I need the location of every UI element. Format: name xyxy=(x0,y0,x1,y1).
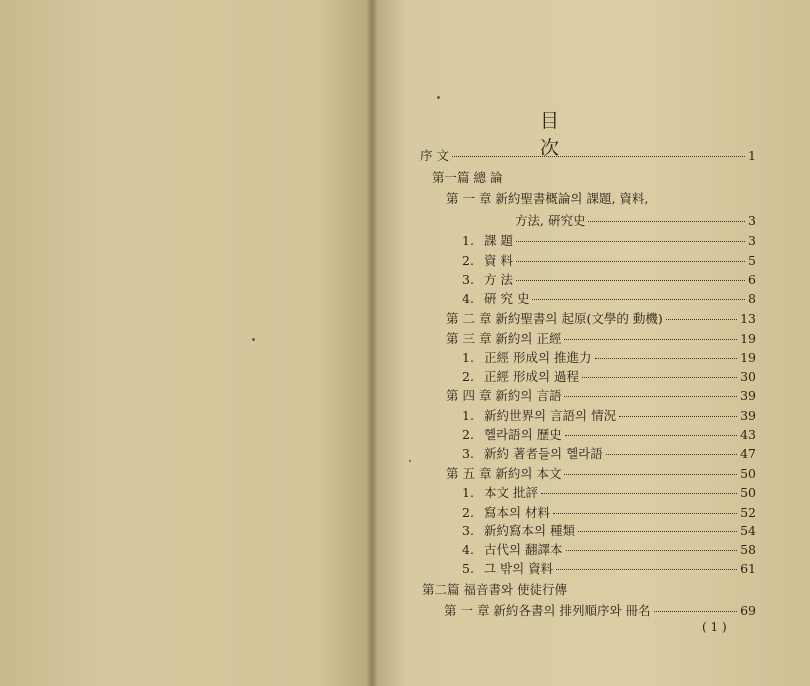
toc-entry-number: 2. xyxy=(462,369,474,384)
toc-entry xyxy=(422,580,756,598)
toc-entry-page: 3 xyxy=(748,233,756,248)
left-page xyxy=(0,0,372,686)
toc-entry-number: 2. xyxy=(462,427,474,442)
toc-entry xyxy=(462,540,756,558)
toc-entry xyxy=(446,386,756,404)
toc-entry xyxy=(446,189,756,207)
toc-leader-dots xyxy=(588,220,745,222)
toc-leader-dots xyxy=(606,453,737,455)
toc-entry-page: 58 xyxy=(740,542,756,557)
toc-entry-label: 헬라語의 歷史 xyxy=(484,427,562,442)
toc-entry xyxy=(462,251,756,269)
toc-entry-label: 第 四 章 新約의 言語 xyxy=(446,388,562,403)
toc-entry-number: 2. xyxy=(462,505,474,520)
book-gutter xyxy=(366,0,378,686)
toc-entry xyxy=(462,503,756,521)
toc-leader-dots xyxy=(566,549,738,551)
toc-leader-dots xyxy=(553,512,737,514)
toc-entry xyxy=(462,425,756,443)
toc-entry xyxy=(462,444,756,462)
toc-leader-dots xyxy=(564,338,737,340)
toc-entry-label: 第一篇 總 論 xyxy=(432,170,503,185)
toc-entry-number: 2. xyxy=(462,253,474,268)
toc-entry-page: 39 xyxy=(740,408,756,423)
toc-entry-label: 第 二 章 新約聖書의 起原(文學的 動機) xyxy=(446,311,663,326)
toc-leader-dots xyxy=(516,279,745,281)
toc-leader-dots xyxy=(516,240,745,242)
toc-entry xyxy=(515,211,756,229)
toc-entry-number: 4. xyxy=(462,291,474,306)
toc-entry xyxy=(462,270,756,288)
toc-entry-label: 本文 批評 xyxy=(484,485,538,500)
toc-entry-label: 新約寫本의 種類 xyxy=(484,523,576,538)
toc-entry-page: 69 xyxy=(740,603,756,618)
toc-entry-number: 5. xyxy=(462,561,474,576)
paper-speck xyxy=(437,96,440,99)
toc-entry-page: 47 xyxy=(740,446,756,461)
toc-entry-label: 方 法 xyxy=(484,272,513,287)
toc-entry-page: 1 xyxy=(748,148,756,163)
toc-entry xyxy=(462,521,756,539)
toc-entry-page: 43 xyxy=(740,427,756,442)
toc-entry-label: 第 一 章 新約各書의 排列順序와 冊名 xyxy=(444,603,651,618)
toc-entry-label: 序 文 xyxy=(420,148,449,163)
toc-entry-label: 正經 形成의 過程 xyxy=(484,369,580,384)
toc-entry-label: 第 一 章 新約聖書概論의 課題, 資料, xyxy=(446,191,649,206)
toc-entry-number: 1. xyxy=(462,408,474,423)
toc-entry xyxy=(432,168,756,186)
toc-leader-dots xyxy=(654,610,738,612)
toc-entry-page: 52 xyxy=(740,505,756,520)
toc-entry-page: 50 xyxy=(740,466,756,481)
toc-entry-label: 그 밖의 資料 xyxy=(484,561,554,576)
toc-entry xyxy=(446,329,756,347)
toc-entry xyxy=(462,289,756,307)
toc-entry-page: 61 xyxy=(740,561,756,576)
toc-entry-number: 4. xyxy=(462,542,474,557)
toc-entry-page: 13 xyxy=(740,311,756,326)
toc-entry-page: 5 xyxy=(748,253,756,268)
page-title: 目 次 xyxy=(540,110,604,159)
toc-entry-page: 8 xyxy=(748,291,756,306)
toc-entry xyxy=(462,367,756,385)
toc-leader-dots xyxy=(556,568,737,570)
toc-entry-page: 3 xyxy=(748,213,756,228)
toc-entry xyxy=(462,406,756,424)
toc-entry-page: 19 xyxy=(740,350,756,365)
toc-leader-dots xyxy=(565,434,737,436)
toc-entry-page: 39 xyxy=(740,388,756,403)
toc-entry xyxy=(420,146,756,164)
toc-entry-label: 第 三 章 新約의 正經 xyxy=(446,331,562,346)
toc-entry-label: 第二篇 福音書와 使徒行傳 xyxy=(422,582,568,597)
toc-entry-label: 古代의 翻譯本 xyxy=(484,542,563,557)
toc-entry-label: 方法, 硏究史 xyxy=(515,213,586,228)
toc-leader-dots xyxy=(666,318,737,320)
toc-entry-number: 1. xyxy=(462,233,474,248)
toc-entry-number: 1. xyxy=(462,350,474,365)
toc-entry-label: 寫本의 材料 xyxy=(484,505,551,520)
toc-entry-page: 30 xyxy=(740,369,756,384)
toc-leader-dots xyxy=(564,473,737,475)
toc-entry-number: 3. xyxy=(462,272,474,287)
toc-entry xyxy=(462,231,756,249)
toc-entry-label: 資 料 xyxy=(484,253,513,268)
toc-leader-dots xyxy=(564,395,737,397)
toc-entry-label: 第 五 章 新約의 本文 xyxy=(446,466,562,481)
toc-entry-page: 54 xyxy=(740,523,756,538)
toc-entry xyxy=(462,559,756,577)
toc-entry-page: 50 xyxy=(740,485,756,500)
toc-leader-dots xyxy=(595,357,738,359)
toc-entry-number: 3. xyxy=(462,446,474,461)
toc-leader-dots xyxy=(516,260,745,262)
toc-entry-label: 正經 形成의 推進力 xyxy=(484,350,592,365)
toc-entry xyxy=(462,348,756,366)
paper-speck xyxy=(252,338,255,341)
toc-leader-dots xyxy=(619,415,737,417)
toc-entry-page: 6 xyxy=(748,272,756,287)
toc-entry-number: 3. xyxy=(462,523,474,538)
toc-entry-label: 新約世界의 言語의 情況 xyxy=(484,408,617,423)
toc-entry-page: 19 xyxy=(740,331,756,346)
toc-leader-dots xyxy=(452,155,745,157)
toc-entry-label: 新約 著者들의 헬라語 xyxy=(484,446,603,461)
toc-entry-label: 課 題 xyxy=(484,233,513,248)
toc-entry xyxy=(446,309,756,327)
toc-entry-number: 1. xyxy=(462,485,474,500)
paper-speck xyxy=(409,460,411,462)
toc-leader-dots xyxy=(532,298,745,300)
toc-entry xyxy=(446,464,756,482)
toc-entry xyxy=(444,601,756,619)
toc-entry xyxy=(462,483,756,501)
toc-leader-dots xyxy=(541,492,737,494)
toc-entry-label: 硏 究 史 xyxy=(484,291,530,306)
page-number: ( 1 ) xyxy=(702,620,727,634)
toc-leader-dots xyxy=(578,530,737,532)
toc-leader-dots xyxy=(582,376,737,378)
